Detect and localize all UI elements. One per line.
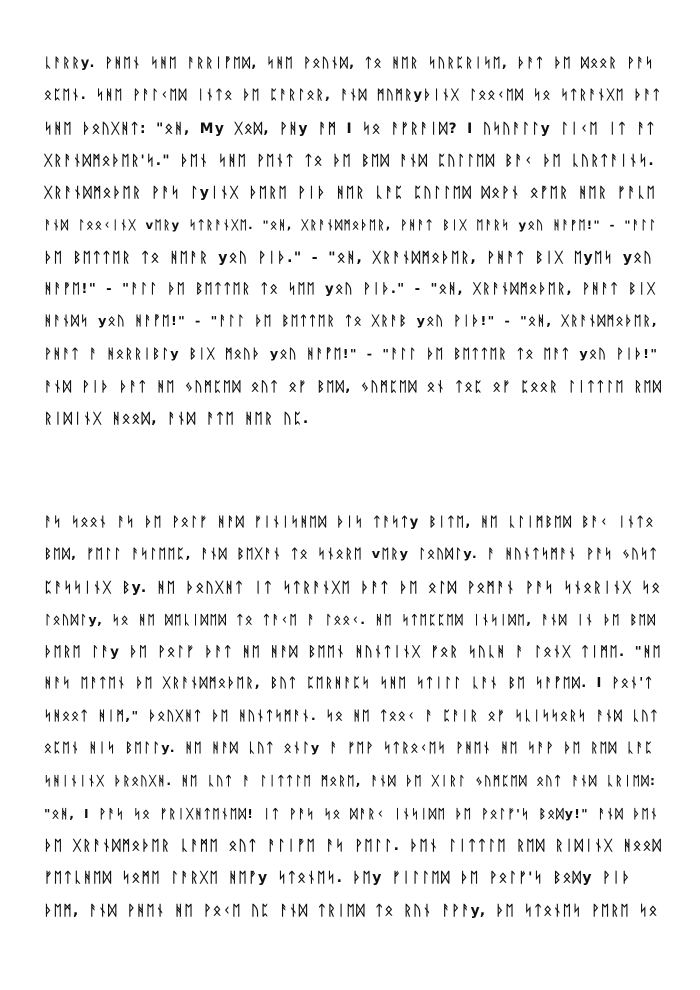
text-line: ᛈᚨᛋᛋᛁᚾᚷ ᛒy. ᚻᛖ ᚦᛟᚢᚷᚻᛏ ᛁᛏ ᛋᛏᚱᚨᚾᚷᛖ ᚦᚨᛏ ᚦᛖ ᛟᛚᛞ ᚹᛟᛗᚨᚾ ᚹᚨᛋ ᛋᚾᛟᚱᛁᚾᚷ ᛋᛟ	[44, 579, 662, 596]
text-line: ᛋᚻᛖ ᚦᛟᚢᚷᚻᛏ: "ᛟᚻ, My ᚷᛟᛞ, ᚹᚻy ᚨᛗ I ᛋᛟ ᚨᚠᚱᚨᛁᛞ? I ᚢᛋᚢᚨᛚᛚy ᛚᛁᚲᛖ ᛁᛏ ᚨᛏ	[44, 120, 656, 137]
text-line: ᛟᛈᛖᚾ ᚻᛁᛋ ᛒᛖᛚᛚy. ᚻᛖ ᚻᚨᛞ ᚳᚢᛏ ᛟᚾᛚy ᚨ ᚠᛖᚹ ᛋᛏᚱᛟᚲᛖᛋ ᚹᚻᛖᚾ ᚻᛖ ᛋᚨᚹ ᚦᛖ ᚱᛖᛞ ᚳᚨᛈ	[44, 741, 654, 757]
text-line: ᚨᚾᛞ ᚹᛁᚦ ᚦᚨᛏ ᚻᛖ ᛃᚢᛗᛈᛖᛞ ᛟᚢᛏ ᛟᚠ ᛒᛖᛞ, ᛃᚢᛗᛈᛖᛞ ᛟᚾ ᛏᛟᛈ ᛟᚠ ᛈᛟᛟᚱ ᛚᛁᛏᛏᛚᛖ ᚱᛖᛞ	[44, 378, 662, 395]
paragraph-1	[44, 48, 662, 436]
text-line: ᛋᚻᛁᚾᛁᚾᚷ ᚦᚱᛟᚢᚷᚻ. ᚻᛖ ᚳᚢᛏ ᚨ ᛚᛁᛏᛏᛚᛖ ᛗᛟᚱᛖ, ᚨᚾᛞ ᚦᛖ ᚷᛁᚱᛚ ᛃᚢᛗᛈᛖᛞ ᛟᚢᛏ ᚨᚾᛞ ᚳᚱᛁᛖᛞ:	[44, 774, 657, 789]
text-line: ᚱᛁᛞᛁᚾᚷ ᚻᛟᛟᛞ, ᚨᚾᛞ ᚨᛏᛖ ᚻᛖᚱ ᚢᛈ.	[44, 411, 310, 428]
text-line: ᚷᚱᚨᚾᛞᛗᛟᚦᛖᚱ'ᛋ." ᚦᛖᚾ ᛋᚻᛖ ᚹᛖᚾᛏ ᛏᛟ ᚦᛖ ᛒᛖᛞ ᚨᚾᛞ ᛈᚢᛚᛚᛖᛞ ᛒᚨᚲ ᚦᛖ ᚳᚢᚱᛏᚨᛁᚾᛋ.	[44, 152, 655, 169]
text-line: "ᛟᚻ, I ᚹᚨᛋ ᛋᛟ ᚠᚱᛁᚷᚻᛏᛖᚾᛖᛞ! ᛁᛏ ᚹᚨᛋ ᛋᛟ ᛞᚨᚱᚲ ᛁᚾᛋᛁᛞᛖ ᚦᛖ ᚹᛟᛚᚠ'ᛋ ᛒᛟᛞy!" ᚨᚾᛞ ᚦᛖᚾ	[44, 806, 659, 821]
text-line: ᚦᛖ ᛒᛖᛏᛏᛖᚱ ᛏᛟ ᚻᛖᚨᚱ yᛟᚢ ᚹᛁᚦ." - "ᛟᚻ, ᚷᚱᚨᚾᛞᛗᛟᚦᛖᚱ, ᚹᚻᚨᛏ ᛒᛁᚷ ᛖyᛖᛋ yᛟᚢ	[44, 249, 654, 266]
text-line: ᚦᛖ ᚷᚱᚨᚾᛞᛗᛟᚦᛖᚱ ᚳᚨᛗᛖ ᛟᚢᛏ ᚨᛚᛁᚡᛖ ᚨᛋ ᚹᛖᛚᛚ. ᚦᛖᚾ ᛚᛁᛏᛏᛚᛖ ᚱᛖᛞ ᚱᛁᛞᛁᚾᚷ ᚻᛟᛟᛞ	[44, 837, 662, 854]
text-line: ᚠᛖᛏᚳᚻᛖᛞ ᛋᛟᛗᛖ ᛚᚨᚱᚷᛖ ᚻᛖᚡy ᛋᛏᛟᚾᛖᛋ. ᚦᛖy ᚠᛁᛚᛚᛖᛞ ᚦᛖ ᚹᛟᛚᚠ'ᛋ ᛒᛟᛞy ᚹᛁᚦ	[44, 870, 632, 887]
text-line: ᛒᛖᛞ, ᚠᛖᛚᛚ ᚨᛋᛚᛖᛖᛈ, ᚨᚾᛞ ᛒᛖᚷᚨᚾ ᛏᛟ ᛋᚾᛟᚱᛖ vᛖᚱy ᛚᛟᚢᛞᛚy. ᚨ ᚻᚢᚾᛏᛋᛗᚨᚾ ᚹᚨᛋ ᛃᚢᛋᛏ	[44, 547, 659, 563]
text-line: ᚳᚨᚱᚱy. ᚹᚻᛖᚾ ᛋᚻᛖ ᚨᚱᚱᛁᚡᛖᛞ, ᛋᚻᛖ ᚹᛟᚢᚾᛞ, ᛏᛟ ᚻᛖᚱ ᛋᚢᚱᛈᚱᛁᛋᛖ, ᚦᚨᛏ ᚦᛖ ᛞᛟᛟᚱ ᚹᚨᛋ	[44, 56, 655, 71]
text-line: ᚨᚾᛞ ᛚᛟᛟᚲᛁᚾᚷ vᛖᚱy ᛋᛏᚱᚨᚾᚷᛖ. "ᛟᚻ, ᚷᚱᚨᚾᛞᛗᛟᚦᛖᚱ, ᚹᚻᚨᛏ ᛒᛁᚷ ᛖᚨᚱᛋ yᛟᚢ ᚻᚨᚡᛖ!" - "ᚨᛚᛚ	[44, 218, 658, 233]
text-line: ᚨᛋ ᛋᛟᛟᚾ ᚨᛋ ᚦᛖ ᚹᛟᛚᚠ ᚻᚨᛞ ᚠᛁᚾᛁᛋᚻᛖᛞ ᚦᛁᛋ ᛏᚨᛋᛏy ᛒᛁᛏᛖ, ᚻᛖ ᚳᛚᛁᛗᛒᛖᛞ ᛒᚨᚲ ᛁᚾᛏᛟ	[44, 515, 655, 530]
text-line: ᛟᛈᛖᚾ. ᛋᚻᛖ ᚹᚨᛚᚲᛖᛞ ᛁᚾᛏᛟ ᚦᛖ ᛈᚨᚱᛚᛟᚱ, ᚨᚾᛞ ᛗᚢᛗᚱyᚦᛁᚾᚷ ᛚᛟᛟᚲᛖᛞ ᛋᛟ ᛋᛏᚱᚨᚾᚷᛖ ᚦᚨᛏ	[44, 88, 662, 104]
paragraph-2	[44, 507, 662, 927]
text-line: ᚷᚱᚨᚾᛞᛗᛟᚦᛖᚱ ᚹᚨᛋ ᛚyᛁᚾᚷ ᚦᛖᚱᛖ ᚹᛁᚦ ᚻᛖᚱ ᚳᚨᛈ ᛈᚢᛚᛚᛖᛞ ᛞᛟᚹᚾ ᛟᚡᛖᚱ ᚻᛖᚱ ᚠᚨᚳᛖ	[44, 185, 657, 202]
text-line: ᚻᚨᚾᛞᛋ yᛟᚢ ᚻᚨᚡᛖ!" - "ᚨᛚᛚ ᚦᛖ ᛒᛖᛏᛏᛖᚱ ᛏᛟ ᚷᚱᚨᛒ yᛟᚢ ᚹᛁᚦ!" - "ᛟᚻ, ᚷᚱᚨᚾᛞᛗᛟᚦᛖᚱ,	[44, 314, 659, 330]
text-line: ᛚᛟᚢᛞᛚy, ᛋᛟ ᚻᛖ ᛞᛖᚳᛁᛞᛖᛞ ᛏᛟ ᛏᚨᚲᛖ ᚨ ᛚᛟᛟᚲ. ᚻᛖ ᛋᛏᛖᛈᛈᛖᛞ ᛁᚾᛋᛁᛞᛖ, ᚨᚾᛞ ᛁᚾ ᚦᛖ ᛒᛖᛞ	[44, 611, 657, 627]
text-line: ᚹᚻᚨᛏ ᚨ ᚻᛟᚱᚱᛁᛒᛚy ᛒᛁᚷ ᛗᛟᚢᚦ yᛟᚢ ᚻᚨᚡᛖ!" - "ᚨᛚᛚ ᚦᛖ ᛒᛖᛏᛏᛖᚱ ᛏᛟ ᛖᚨᛏ yᛟᚢ ᚹᛁᚦ!"	[44, 346, 659, 362]
text-line: ᚻᚨᚡᛖ!" - "ᚨᛚᛚ ᚦᛖ ᛒᛖᛏᛏᛖᚱ ᛏᛟ ᛋᛖᛖ yᛟᚢ ᚹᛁᚦ." - "ᛟᚻ, ᚷᚱᚨᚾᛞᛗᛟᚦᛖᚱ, ᚹᚻᚨᛏ ᛒᛁᚷ	[44, 282, 657, 298]
text-line: ᚦᛖᛗ, ᚨᚾᛞ ᚹᚻᛖᚾ ᚻᛖ ᚹᛟᚲᛖ ᚢᛈ ᚨᚾᛞ ᛏᚱᛁᛖᛞ ᛏᛟ ᚱᚢᚾ ᚨᚹᚨy, ᚦᛖ ᛋᛏᛟᚾᛖᛋ ᚹᛖᚱᛖ ᛋᛟ	[44, 902, 659, 919]
text-line: ᛋᚻᛟᛟᛏ ᚻᛁᛗ," ᚦᛟᚢᚷᚻᛏ ᚦᛖ ᚻᚢᚾᛏᛋᛗᚨᚾ. ᛋᛟ ᚻᛖ ᛏᛟᛟᚲ ᚨ ᛈᚨᛁᚱ ᛟᚠ ᛋᚳᛁᛋᛋᛟᚱᛋ ᚨᚾᛞ ᚳᚢᛏ	[44, 708, 660, 724]
text-line: ᚻᚨᛋ ᛖᚨᛏᛖᚾ ᚦᛖ ᚷᚱᚨᚾᛞᛗᛟᚦᛖᚱ, ᛒᚢᛏ ᛈᛖᚱᚻᚨᛈᛋ ᛋᚻᛖ ᛋᛏᛁᛚᛚ ᚳᚨᚾ ᛒᛖ ᛋᚨᚡᛖᛞ. I ᚹᛟᚾ'ᛏ	[44, 676, 654, 692]
text-line: ᚦᛖᚱᛖ ᛚᚨy ᚦᛖ ᚹᛟᛚᚠ ᚦᚨᛏ ᚻᛖ ᚻᚨᛞ ᛒᛖᛖᚾ ᚻᚢᚾᛏᛁᚾᚷ ᚠᛟᚱ ᛋᚢᚳᚻ ᚨ ᛚᛟᚾᚷ ᛏᛁᛗᛖ. "ᚻᛖ	[44, 644, 662, 661]
